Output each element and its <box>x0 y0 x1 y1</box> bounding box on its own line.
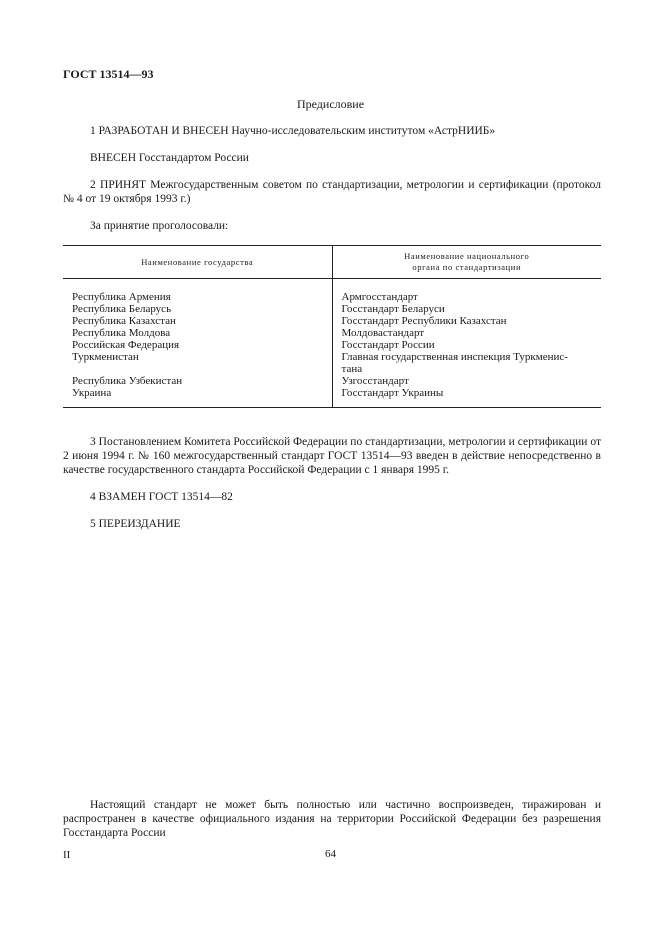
organ-name: Молдовастандарт <box>341 327 425 339</box>
states-column <box>63 279 332 408</box>
state-name: Республика Узбекистан <box>72 375 183 387</box>
document-code: ГОСТ 13514—93 <box>63 67 154 81</box>
state-name: Республика Молдова <box>72 327 171 339</box>
header-organ <box>332 246 601 279</box>
paragraph-voted-for: За принятие проголосовали: <box>90 220 229 232</box>
organ-name: Госстандарт Беларуси <box>341 303 445 315</box>
organ-name: Армгосстандарт <box>341 291 418 303</box>
state-name: Республика Армения <box>72 291 171 303</box>
organs-column <box>332 279 601 408</box>
paragraph-developed-by: 1 РАЗРАБОТАН И ВНЕСЕН Научно-исследовательским институтом «АстрНИИБ» <box>90 125 496 137</box>
foreword-heading: Предисловие <box>296 97 365 111</box>
organ-name: Узгосстандарт <box>341 375 409 387</box>
state-name: Республика Беларусь <box>72 303 172 315</box>
paragraph-adopted-by: 2 ПРИНЯТ Межгосударственным советом по стандартизации, метрологии и сертификации (протокол № 4 от 19 октября 1993 г.) <box>63 179 601 205</box>
voting-table-header-row <box>63 246 601 279</box>
paragraph-copyright-notice: Настоящий стандарт не может быть полностью или частично воспроизведен, тиражирован и распространен в качестве официального издания на территории Российской Федерации без разрешения Госстандарта России <box>63 799 601 839</box>
paragraph-submitted-by: ВНЕСЕН Госстандартом России <box>90 152 249 164</box>
voting-table-body-row <box>63 279 601 408</box>
state-name: Украина <box>72 387 112 399</box>
organ-name: Госстандарт Украины <box>341 387 444 399</box>
header-organ-line1: Наименование национального <box>404 251 530 261</box>
state-name: Российская Федерация <box>72 339 180 351</box>
organ-name: Главная государственная инспекция Туркменис- <box>341 351 568 363</box>
state-name: Республика Казахстан <box>72 315 176 327</box>
state-name-spacer <box>72 363 324 375</box>
organ-name: Госстандарт Республики Казахстан <box>341 315 507 327</box>
header-state: Наименование государства <box>63 246 332 279</box>
paragraph-reissue: 5 ПЕРЕИЗДАНИЕ <box>90 518 181 530</box>
paragraph-enacted: 3 Постановлением Комитета Российской Федерации по стандартизации, метрологии и сертификации от 2 июня 1994 г. № 160 межгосударственный стандарт ГОСТ 13514—93 введен в действие непосредственно в качестве государственного стандарта Российской Федерации с 1 января 1995 г. <box>63 436 601 476</box>
paragraph-replaces: 4 ВЗАМЕН ГОСТ 13514—82 <box>90 491 233 503</box>
state-name: Туркменистан <box>72 351 139 363</box>
roman-page-number: II <box>63 849 71 861</box>
organ-name: Госстандарт России <box>341 339 435 351</box>
voting-table <box>63 245 601 408</box>
header-organ-line2: органа по стандартизации <box>412 262 522 272</box>
organ-name: тана <box>341 363 363 375</box>
page-number: 64 <box>325 848 336 860</box>
